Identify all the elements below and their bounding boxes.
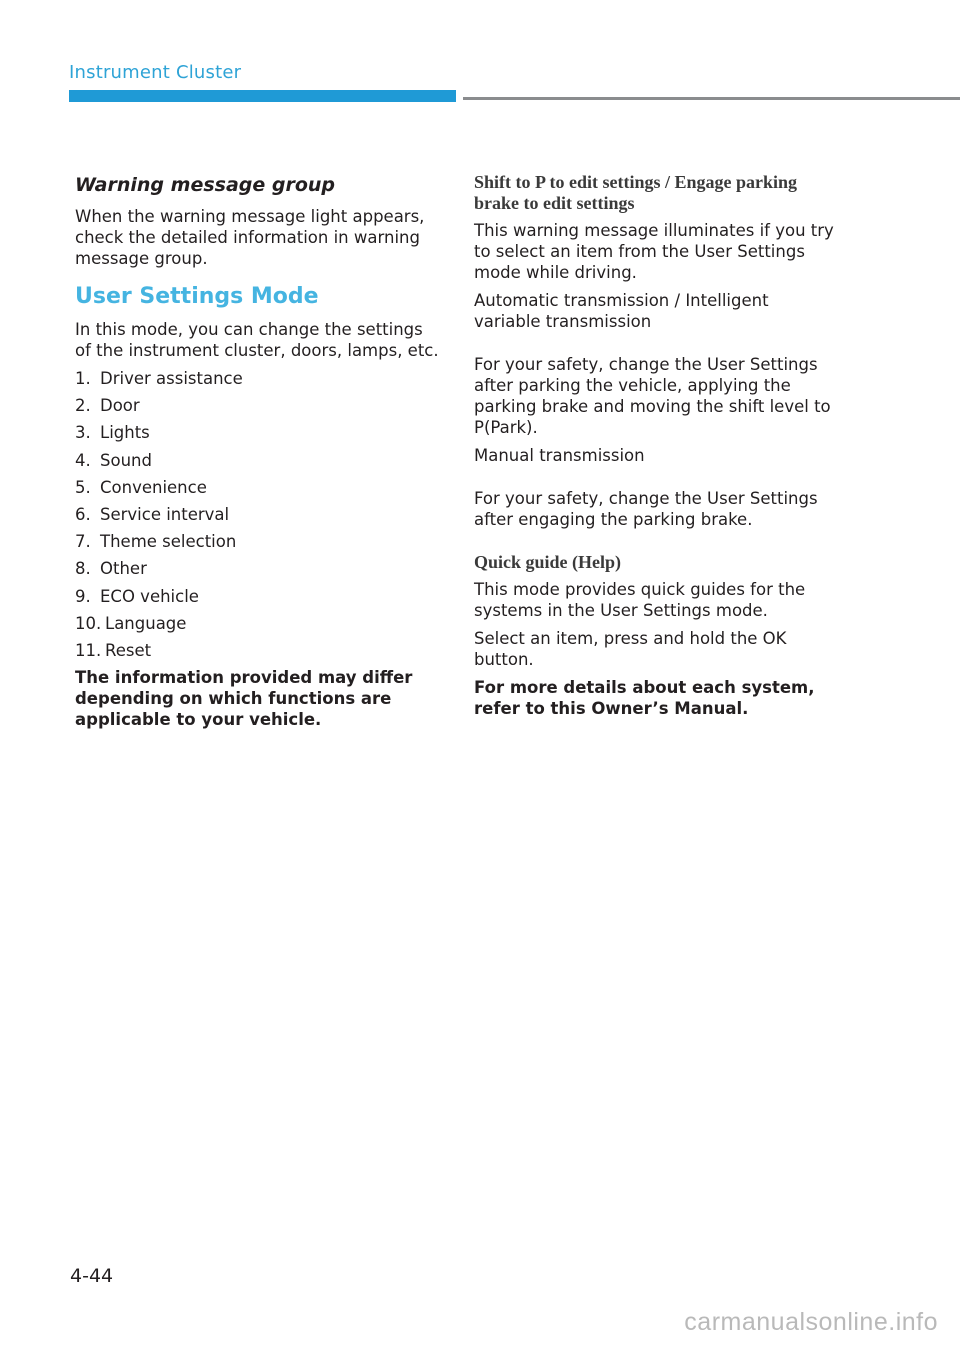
list-item <box>75 395 440 416</box>
user-settings-mode-heading: User Settings Mode <box>75 284 319 309</box>
list-item-label: Reset <box>105 640 152 660</box>
list-item-number: 4. <box>75 450 91 470</box>
list-item-number: 9. <box>75 586 91 606</box>
left-column <box>75 172 440 737</box>
list-item-number: 11. <box>75 640 102 660</box>
list-item-label: Sound <box>100 450 152 470</box>
user-settings-intro: In this mode, you can change the settings of the instrument cluster, doors, lamps, etc. <box>75 320 439 360</box>
list-item-label: Driver assistance <box>100 369 243 388</box>
watermark: carmanualsonline.info <box>684 1308 938 1336</box>
more-details-note: For more details about each system, refer to this Owner’s Manual. <box>474 678 815 718</box>
list-item-label: Other <box>100 559 147 579</box>
warning-message-group-text: When the warning message light appears, check the detailed information in warning message group. <box>75 207 425 268</box>
page-number: 4-44 <box>70 1265 114 1287</box>
list-item-label: Theme selection <box>100 532 237 552</box>
header-divider <box>463 97 960 100</box>
list-item-label: Convenience <box>100 477 207 497</box>
list-item-label: Door <box>100 396 140 416</box>
list-item <box>75 613 440 634</box>
list-item <box>75 450 440 471</box>
list-item-number: 10. <box>75 613 102 633</box>
list-item-number: 2. <box>75 396 91 416</box>
list-item-number: 3. <box>75 423 91 443</box>
list-item-number: 8. <box>75 559 91 579</box>
right-column <box>474 172 839 726</box>
shift-to-p-text: This warning message illuminates if you try to select an item from the User Settings mode while driving. <box>474 221 834 282</box>
list-item <box>75 640 440 661</box>
warning-message-group-heading: Warning message group <box>75 174 336 196</box>
list-item <box>75 368 440 389</box>
availability-note: The information provided may differ depending on which functions are applicable to your vehicle. <box>75 668 413 730</box>
quick-guide-heading: Quick guide (Help) <box>474 552 622 572</box>
list-item-label: ECO vehicle <box>100 586 199 606</box>
list-item <box>75 504 440 525</box>
list-item-label: Language <box>105 613 187 633</box>
shift-to-p-heading: Shift to P to edit settings / Engage parking brake to edit settings <box>474 172 798 213</box>
list-item-label: Service interval <box>100 504 230 524</box>
header-accent-bar <box>69 90 456 102</box>
list-item <box>75 558 440 579</box>
list-item <box>75 477 440 498</box>
list-item-number: 5. <box>75 477 91 497</box>
settings-list <box>75 368 440 661</box>
list-item-number: 7. <box>75 532 91 552</box>
manual-transmission-text: For your safety, change the User Settings after engaging the parking brake. <box>474 489 818 529</box>
quick-guide-text: This mode provides quick guides for the systems in the User Settings mode. <box>474 580 806 620</box>
list-item-number: 6. <box>75 504 91 524</box>
automatic-transmission-label: Automatic transmission / Intelligent variable transmission <box>474 291 769 331</box>
list-item <box>75 586 440 607</box>
select-item-text: Select an item, press and hold the OK button. <box>474 629 787 669</box>
automatic-transmission-text: For your safety, change the User Settings after parking the vehicle, applying the parking brake and moving the shift level to P(Park). <box>474 355 831 437</box>
list-item <box>75 531 440 552</box>
manual-transmission-label: Manual transmission <box>474 446 645 465</box>
list-item-number: 1. <box>75 369 91 388</box>
list-item-label: Lights <box>100 423 150 443</box>
section-title: Instrument Cluster <box>69 62 242 83</box>
list-item <box>75 422 440 443</box>
